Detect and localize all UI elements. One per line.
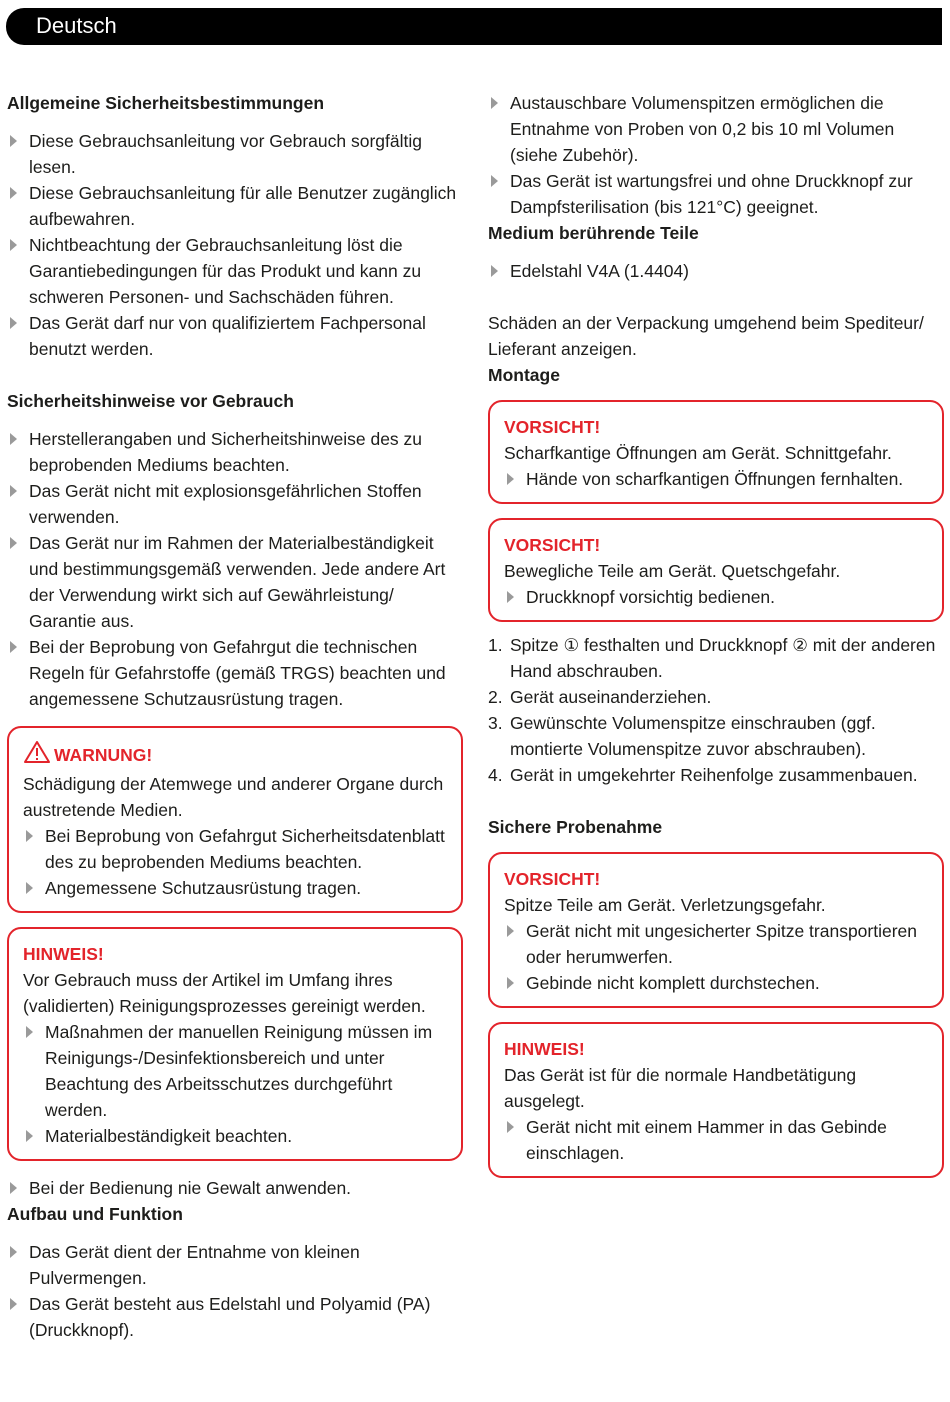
notice-title: HINWEIS! — [504, 1039, 585, 1059]
list-item: Gebinde nicht komplett durchstechen. — [504, 970, 928, 996]
bullet-list — [7, 1239, 463, 1343]
list-item: Angemessene Schutzausrüstung tragen. — [23, 875, 447, 901]
list-item: Nichtbeachtung der Gebrauchsanleitung löst die Garantiebedingungen für das Produkt und kann zu schweren Personen- und Sachschäden führen. — [7, 232, 463, 310]
caution-text: Spitze Teile am Gerät. Verletzungsgefahr. — [504, 895, 826, 915]
caution-text: Scharfkantige Öffnungen am Gerät. Schnittgefahr. — [504, 443, 892, 463]
section-heading: Sichere Probenahme — [488, 817, 663, 837]
language-label: Deutsch — [36, 13, 117, 38]
list-item: Bei der Bedienung nie Gewalt anwenden. — [7, 1175, 463, 1201]
bullet-list — [7, 1175, 463, 1201]
notice-title: HINWEIS! — [23, 944, 104, 964]
right-column — [488, 90, 944, 1204]
list-item: Das Gerät darf nur von qualifiziertem Fachpersonal benutzt werden. — [7, 310, 463, 362]
caution-title: VORSICHT! — [504, 417, 601, 437]
list-item: Hände von scharfkantigen Öffnungen fernhalten. — [504, 466, 928, 492]
bullet-list — [488, 90, 944, 220]
caution-box — [488, 518, 944, 622]
section-general-safety — [7, 90, 463, 362]
notice-text: Vor Gebrauch muss der Artikel im Umfang ihres (validierten) Reinigungsprozesses gereinigt werden. — [23, 970, 426, 1016]
section-assembly — [488, 362, 944, 788]
assembly-steps — [488, 632, 944, 788]
caution-box — [488, 852, 944, 1008]
bullet-list — [504, 918, 928, 996]
step-item — [488, 632, 944, 684]
notice-box — [488, 1022, 944, 1178]
list-item: Druckknopf vorsichtig bedienen. — [504, 584, 928, 610]
step-text: Gerät in umgekehrter Reihenfolge zusammenbauen. — [510, 765, 918, 785]
step-item — [488, 710, 944, 762]
list-item: Das Gerät besteht aus Edelstahl und Polyamid (PA) (Druckknopf). — [7, 1291, 463, 1343]
warning-box — [7, 726, 463, 913]
damage-note: Schäden an der Verpackung umgehend beim Spediteur/ Lieferant anzeigen. — [488, 313, 924, 359]
caution-title: VORSICHT! — [504, 535, 601, 555]
section-safety-before-use — [7, 388, 463, 712]
section-structure-function — [7, 1201, 463, 1343]
bullet-list — [504, 466, 928, 492]
list-item: Diese Gebrauchsanleitung für alle Benutzer zugänglich aufbewahren. — [7, 180, 463, 232]
section-heading: Montage — [488, 365, 560, 385]
section-wetted-parts — [488, 220, 944, 284]
step-number: 4. — [488, 765, 503, 785]
list-item: Das Gerät nur im Rahmen der Materialbeständigkeit und bestimmungsgemäß verwenden. Jede andere Art der Verwendung wirkt sich auf Gewährleistung/ Garantie aus. — [7, 530, 463, 634]
step-item — [488, 762, 944, 788]
bullet-list — [23, 823, 447, 901]
bullet-list — [504, 1114, 928, 1166]
list-item: Gerät nicht mit ungesicherter Spitze transportieren oder herumwerfen. — [504, 918, 928, 970]
list-item: Das Gerät ist wartungsfrei und ohne Druckknopf zur Dampfsterilisation (bis 121°C) geeignet. — [488, 168, 944, 220]
bullet-list — [7, 128, 463, 362]
step-text: Gerät auseinanderziehen. — [510, 687, 712, 707]
section-heading: Sicherheitshinweise vor Gebrauch — [7, 391, 294, 411]
step-item — [488, 684, 944, 710]
notice-text: Das Gerät ist für die normale Handbetätigung ausgelegt. — [504, 1065, 857, 1111]
caution-text: Bewegliche Teile am Gerät. Quetschgefahr. — [504, 561, 841, 581]
list-item: Diese Gebrauchsanleitung vor Gebrauch sorgfältig lesen. — [7, 128, 463, 180]
section-heading: Medium berührende Teile — [488, 223, 699, 243]
step-text: Spitze ① festhalten und Druckknopf ② mit der anderen Hand abschrauben. — [510, 635, 936, 681]
bullet-list — [7, 426, 463, 712]
step-text: Gewünschte Volumenspitze einschrauben (ggf. montierte Volumenspitze zuvor abschrauben). — [510, 713, 876, 759]
left-column — [7, 90, 463, 1369]
list-item: Materialbeständigkeit beachten. — [23, 1123, 447, 1149]
step-number: 1. — [488, 635, 503, 655]
warning-text: Schädigung der Atemwege und anderer Organe durch austretende Medien. — [23, 774, 444, 820]
language-header-bar — [6, 8, 942, 45]
list-item: Maßnahmen der manuellen Reinigung müssen im Reinigungs-/Desinfektionsbereich und unter Beachtung des Arbeitsschutzes durchgeführt werden. — [23, 1019, 447, 1123]
list-item: Das Gerät dient der Entnahme von kleinen Pulvermengen. — [7, 1239, 463, 1291]
section-heading: Allgemeine Sicherheitsbestimmungen — [7, 93, 325, 113]
notice-box — [7, 927, 463, 1161]
step-number: 3. — [488, 713, 503, 733]
section-safe-sampling — [488, 814, 944, 1178]
step-number: 2. — [488, 687, 503, 707]
list-item: Bei Beprobung von Gefahrgut Sicherheitsdatenblatt des zu beprobenden Mediums beachten. — [23, 823, 447, 875]
list-item: Das Gerät nicht mit explosionsgefährlichen Stoffen verwenden. — [7, 478, 463, 530]
caution-box — [488, 400, 944, 504]
bullet-list — [23, 1019, 447, 1149]
warning-triangle-icon — [23, 740, 51, 771]
section-heading: Aufbau und Funktion — [7, 1204, 183, 1224]
warning-title: WARNUNG! — [54, 745, 153, 765]
bullet-list — [504, 584, 928, 610]
list-item: Austauschbare Volumenspitzen ermöglichen die Entnahme von Proben von 0,2 bis 10 ml Volumen (siehe Zubehör). — [488, 90, 944, 168]
list-item: Bei der Beprobung von Gefahrgut die technischen Regeln für Gefahrstoffe (gemäß TRGS) beachten und angemessene Schutzausrüstung tragen. — [7, 634, 463, 712]
caution-title: VORSICHT! — [504, 869, 601, 889]
bullet-list — [488, 258, 944, 284]
list-item: Herstellerangaben und Sicherheitshinweise des zu beprobenden Mediums beachten. — [7, 426, 463, 478]
list-item: Edelstahl V4A (1.4404) — [488, 258, 944, 284]
list-item: Gerät nicht mit einem Hammer in das Gebinde einschlagen. — [504, 1114, 928, 1166]
